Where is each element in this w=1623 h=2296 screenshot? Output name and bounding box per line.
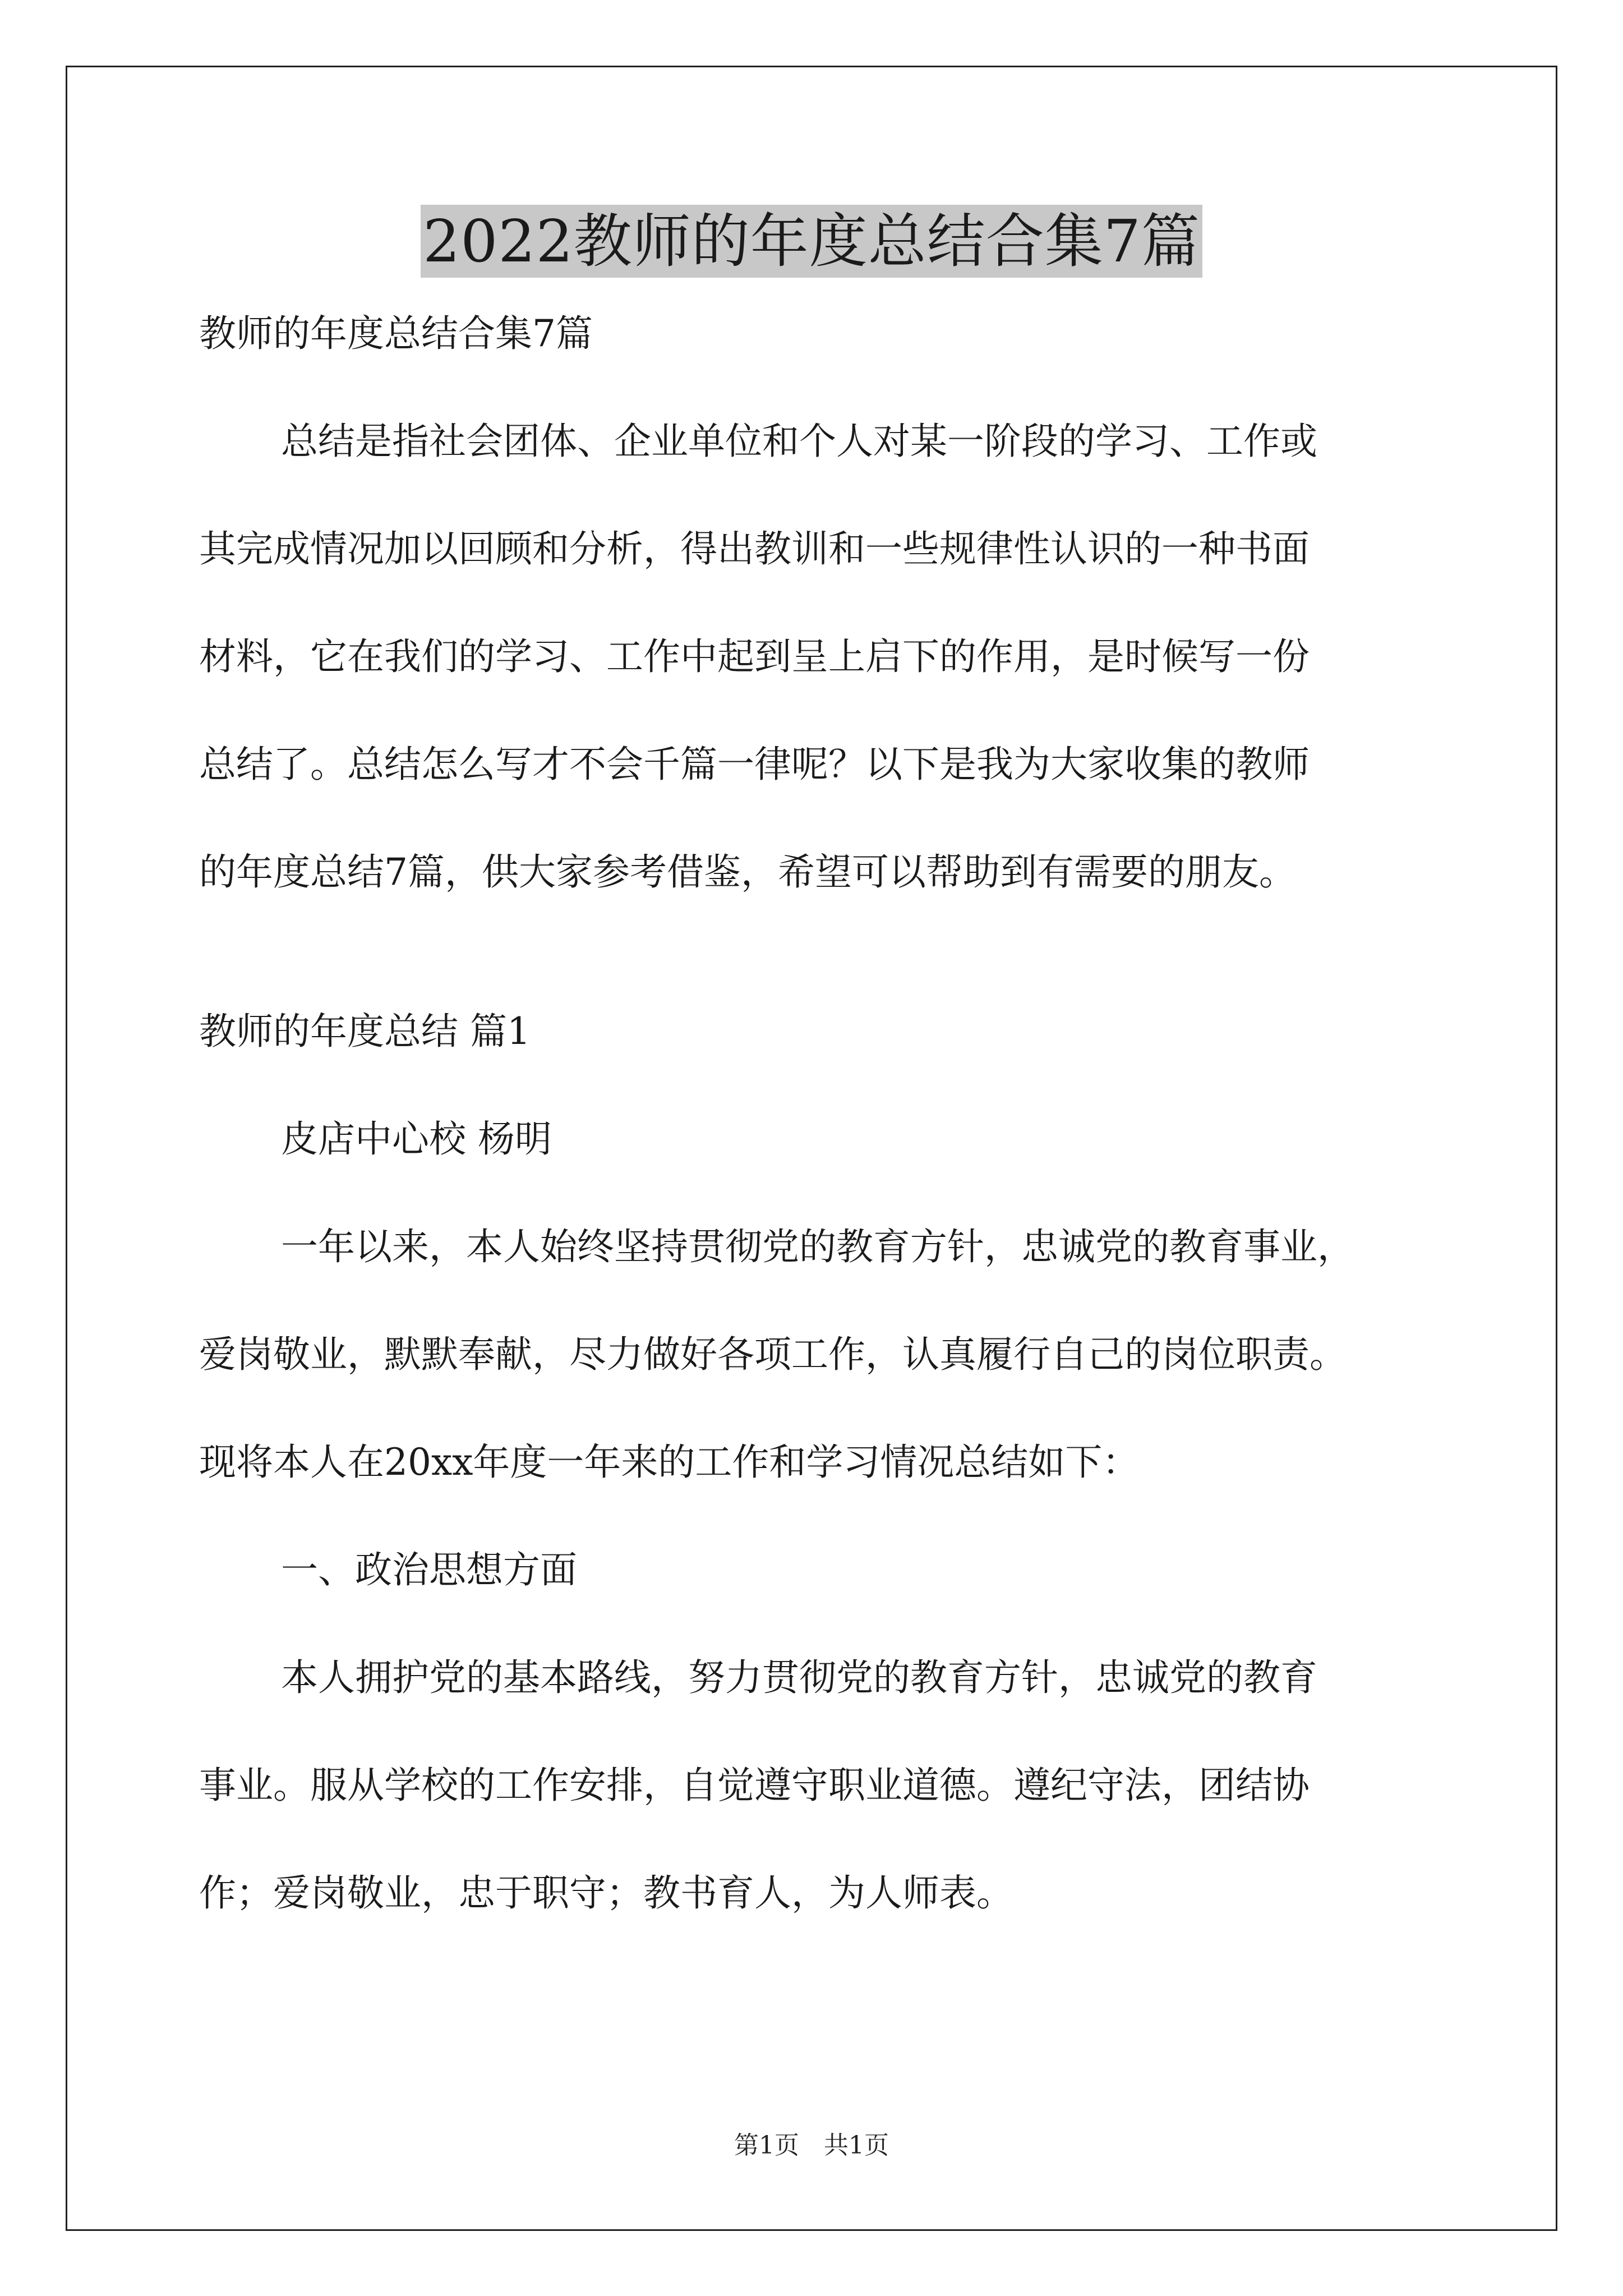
text-line: 教师的年度总结合集7篇 xyxy=(199,312,593,355)
text-line: 皮店中心校 杨明 xyxy=(281,1117,552,1161)
text-line: 事业。服从学校的工作安排，自觉遵守职业道德。遵纪守法，团结协 xyxy=(199,1764,1310,1807)
document-body xyxy=(199,306,1433,1973)
text-line: 其完成情况加以回顾和分析，得出教训和一些规律性认识的一种书面 xyxy=(199,527,1310,570)
text-line: 一、政治思想方面 xyxy=(281,1548,577,1591)
text-line: 爱岗敬业，默默奉献，尽力做好各项工作，认真履行自己的岗位职责。 xyxy=(199,1333,1347,1376)
text-line: 作；爱岗敬业，忠于职守；教书育人，为人师表。 xyxy=(199,1871,1013,1915)
text-line: 现将本人在20xx年度一年来的工作和学习情况总结如下： xyxy=(199,1441,1140,1484)
text-line: 总结是指社会团体、企业单位和个人对某一阶段的学习、工作或 xyxy=(281,420,1317,463)
text-line: 的年度总结7篇，供大家参考借鉴，希望可以帮助到有需要的朋友。 xyxy=(199,850,1296,894)
text-line: 一年以来，本人始终坚持贯彻党的教育方针，忠诚党的教育事业， xyxy=(281,1225,1354,1268)
document-title: 2022教师的年度总结合集7篇 xyxy=(421,205,1202,278)
text-line: 材料，它在我们的学习、工作中起到呈上启下的作用，是时候写一份 xyxy=(199,635,1310,678)
title-container xyxy=(0,205,1623,278)
paragraph-gap xyxy=(199,952,1433,1004)
text-line: 总结了。总结怎么写才不会千篇一律呢？以下是我为大家收集的教师 xyxy=(199,743,1310,786)
page-footer: 第1页 共1页 xyxy=(734,2131,889,2160)
text-line: 本人拥护党的基本路线，努力贯彻党的教育方针，忠诚党的教育 xyxy=(281,1656,1317,1699)
text-line: 教师的年度总结 篇1 xyxy=(199,1010,531,1053)
